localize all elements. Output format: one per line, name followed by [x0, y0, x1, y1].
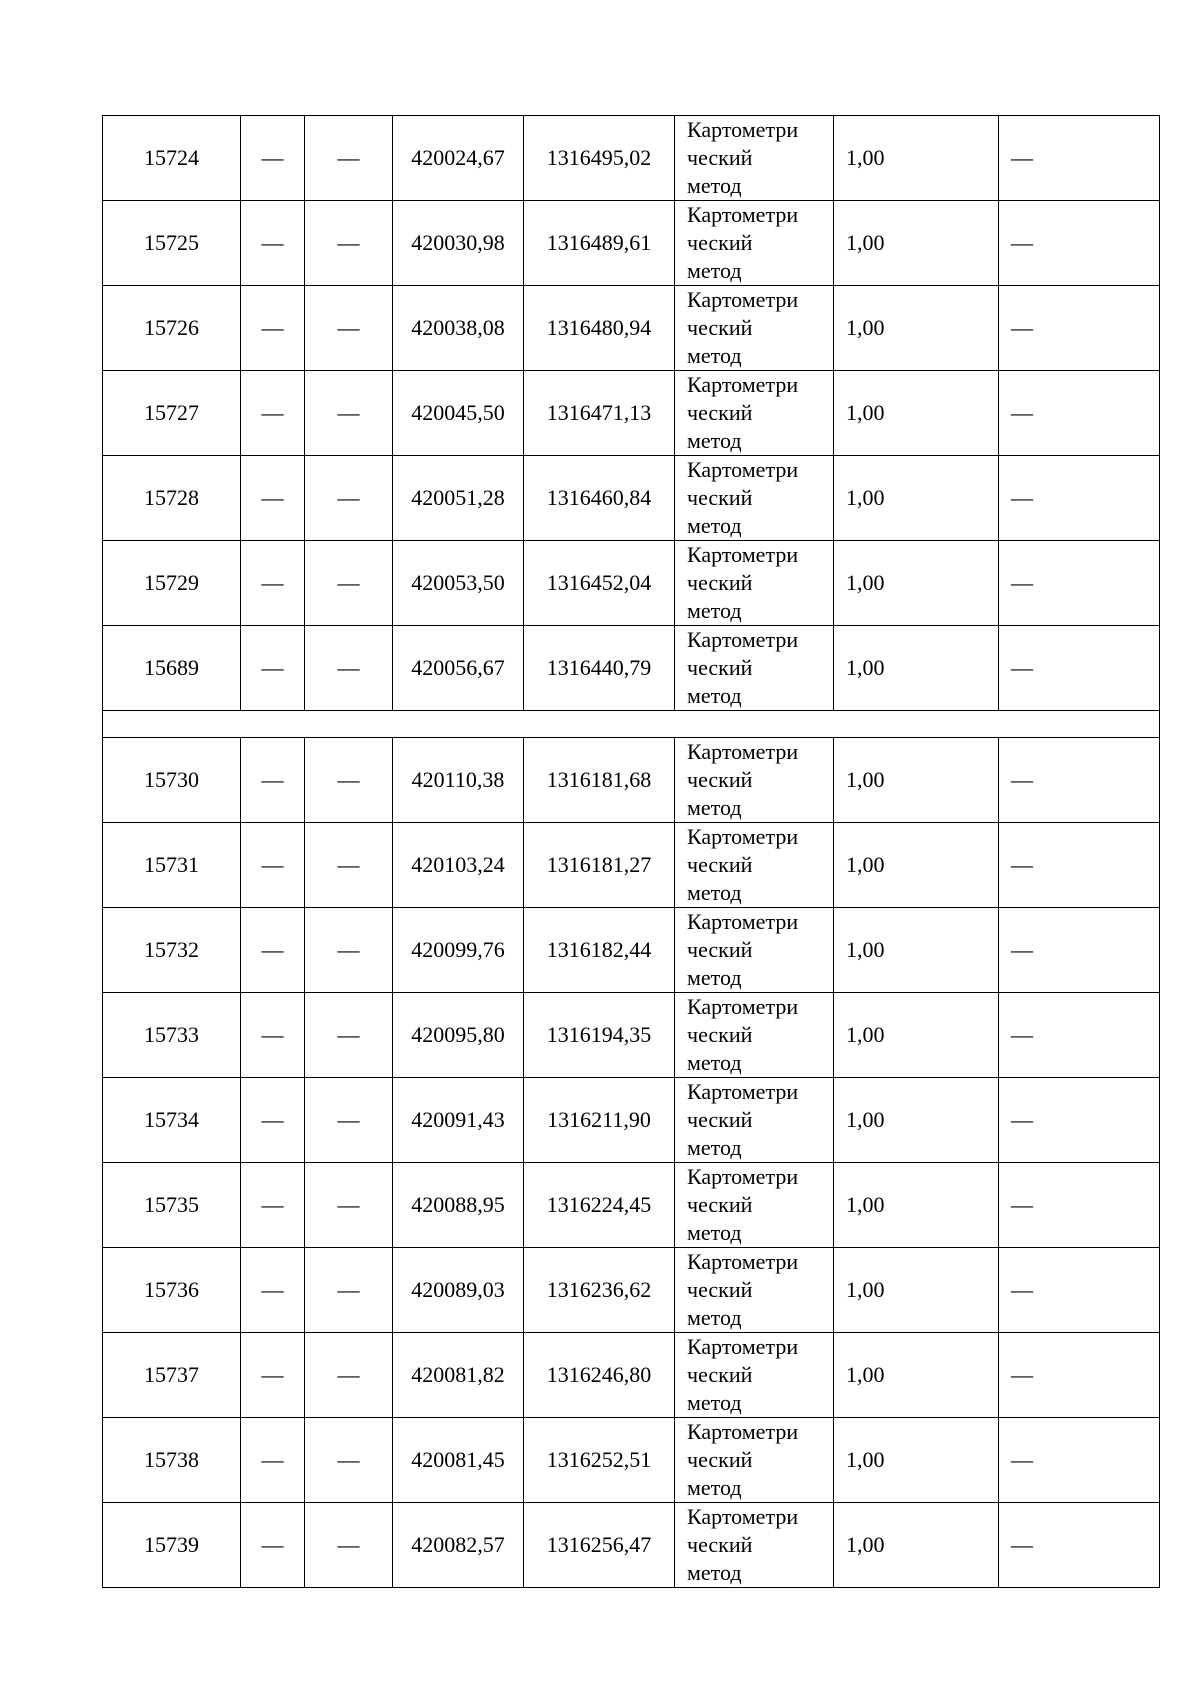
- method-cell: [675, 1503, 834, 1588]
- empty-cell: [305, 456, 393, 541]
- x-value: 420082,57: [411, 1532, 505, 1557]
- table-row: [103, 626, 1160, 711]
- empty-cell: [305, 1503, 393, 1588]
- y-coordinate-cell: [524, 738, 675, 823]
- empty-cell: [241, 1333, 305, 1418]
- y-value: 1316480,94: [546, 315, 652, 340]
- point-value: 15724: [144, 145, 199, 170]
- method-text: Картометри ческий метод: [687, 287, 799, 368]
- dash-placeholder: —: [337, 1447, 360, 1472]
- x-value: 420056,67: [411, 655, 505, 680]
- x-coordinate-cell: [393, 993, 524, 1078]
- dash-placeholder: —: [337, 767, 360, 792]
- x-value: 420110,38: [411, 767, 505, 792]
- method-text: Картометри ческий метод: [687, 909, 799, 990]
- point-number-cell: [103, 1418, 241, 1503]
- description-cell: [999, 541, 1160, 626]
- method-cell: [675, 116, 834, 201]
- empty-cell: [241, 1503, 305, 1588]
- table-row: [103, 993, 1160, 1078]
- empty-cell: [241, 626, 305, 711]
- table-row: [103, 201, 1160, 286]
- point-number-cell: [103, 541, 241, 626]
- method-text: Картометри ческий метод: [687, 117, 799, 198]
- method-cell: [675, 1418, 834, 1503]
- table-separator: [103, 711, 1160, 738]
- dash-placeholder: —: [337, 1362, 360, 1387]
- description-cell: [999, 116, 1160, 201]
- accuracy-value: 1,00: [846, 145, 885, 170]
- method-cell: [675, 1248, 834, 1333]
- point-number-cell: [103, 738, 241, 823]
- x-coordinate-cell: [393, 371, 524, 456]
- dash-placeholder: —: [1011, 145, 1033, 170]
- method-cell: [675, 286, 834, 371]
- x-coordinate-cell: [393, 456, 524, 541]
- point-number-cell: [103, 1078, 241, 1163]
- empty-cell: [241, 1163, 305, 1248]
- dash-placeholder: —: [1011, 1447, 1033, 1472]
- method-cell: [675, 993, 834, 1078]
- method-text: Картометри ческий метод: [687, 627, 799, 708]
- table-row: [103, 1503, 1160, 1588]
- empty-cell: [305, 1418, 393, 1503]
- y-value: 1316452,04: [546, 570, 652, 595]
- point-value: 15731: [144, 852, 199, 877]
- dash-placeholder: —: [1011, 655, 1033, 680]
- table-row: [103, 1163, 1160, 1248]
- dash-placeholder: —: [261, 570, 284, 595]
- accuracy-value: 1,00: [846, 1447, 885, 1472]
- empty-cell: [241, 456, 305, 541]
- dash-placeholder: —: [261, 655, 284, 680]
- point-number-cell: [103, 823, 241, 908]
- x-value: 420045,50: [411, 400, 505, 425]
- empty-cell: [241, 371, 305, 456]
- y-value: 1316211,90: [547, 1107, 651, 1132]
- dash-placeholder: —: [1011, 400, 1033, 425]
- point-value: 15732: [144, 937, 199, 962]
- accuracy-cell: [834, 738, 999, 823]
- dash-placeholder: —: [261, 767, 284, 792]
- y-value: 1316440,79: [546, 655, 652, 680]
- dash-placeholder: —: [337, 315, 360, 340]
- y-coordinate-cell: [524, 1503, 675, 1588]
- description-cell: [999, 1248, 1160, 1333]
- x-value: 420053,50: [411, 570, 505, 595]
- x-value: 420103,24: [411, 852, 505, 877]
- y-coordinate-cell: [524, 456, 675, 541]
- method-cell: [675, 541, 834, 626]
- table-row: [103, 116, 1160, 201]
- y-coordinate-cell: [524, 1248, 675, 1333]
- empty-cell: [305, 908, 393, 993]
- table-row: [103, 1333, 1160, 1418]
- x-value: 420051,28: [411, 485, 505, 510]
- separator-row: [103, 711, 1160, 738]
- point-number-cell: [103, 908, 241, 993]
- y-value: 1316194,35: [546, 1022, 652, 1047]
- method-text: Картометри ческий метод: [687, 1504, 799, 1585]
- y-value: 1316246,80: [546, 1362, 652, 1387]
- accuracy-cell: [834, 1078, 999, 1163]
- dash-placeholder: —: [337, 1277, 360, 1302]
- dash-placeholder: —: [1011, 1277, 1033, 1302]
- point-value: 15725: [144, 230, 199, 255]
- y-value: 1316471,13: [546, 400, 652, 425]
- table-row: [103, 456, 1160, 541]
- y-coordinate-cell: [524, 286, 675, 371]
- accuracy-cell: [834, 201, 999, 286]
- description-cell: [999, 286, 1160, 371]
- accuracy-cell: [834, 371, 999, 456]
- y-value: 1316256,47: [546, 1532, 652, 1557]
- point-number-cell: [103, 286, 241, 371]
- point-value: 15735: [144, 1192, 199, 1217]
- table-row: [103, 738, 1160, 823]
- x-coordinate-cell: [393, 541, 524, 626]
- method-cell: [675, 738, 834, 823]
- accuracy-value: 1,00: [846, 655, 885, 680]
- empty-cell: [305, 541, 393, 626]
- empty-cell: [241, 738, 305, 823]
- point-number-cell: [103, 993, 241, 1078]
- empty-cell: [305, 626, 393, 711]
- dash-placeholder: —: [1011, 1107, 1033, 1132]
- point-value: 15727: [144, 400, 199, 425]
- dash-placeholder: —: [1011, 570, 1033, 595]
- description-cell: [999, 908, 1160, 993]
- empty-cell: [241, 823, 305, 908]
- dash-placeholder: —: [261, 1277, 284, 1302]
- table-row: [103, 1078, 1160, 1163]
- x-coordinate-cell: [393, 1333, 524, 1418]
- accuracy-cell: [834, 116, 999, 201]
- y-value: 1316495,02: [546, 145, 652, 170]
- dash-placeholder: —: [261, 230, 284, 255]
- empty-cell: [305, 116, 393, 201]
- point-value: 15737: [144, 1362, 199, 1387]
- y-value: 1316489,61: [546, 230, 652, 255]
- empty-cell: [241, 1418, 305, 1503]
- method-text: Картометри ческий метод: [687, 1164, 799, 1245]
- description-cell: [999, 456, 1160, 541]
- description-cell: [999, 371, 1160, 456]
- description-cell: [999, 626, 1160, 711]
- y-coordinate-cell: [524, 1333, 675, 1418]
- description-cell: [999, 1078, 1160, 1163]
- method-cell: [675, 823, 834, 908]
- x-value: 420099,76: [411, 937, 505, 962]
- x-coordinate-cell: [393, 1248, 524, 1333]
- method-text: Картометри ческий метод: [687, 1249, 799, 1330]
- accuracy-cell: [834, 541, 999, 626]
- accuracy-value: 1,00: [846, 1107, 885, 1132]
- dash-placeholder: —: [337, 230, 360, 255]
- method-text: Картометри ческий метод: [687, 202, 799, 283]
- method-text: Картометри ческий метод: [687, 1334, 799, 1415]
- dash-placeholder: —: [261, 315, 284, 340]
- empty-cell: [241, 908, 305, 993]
- description-cell: [999, 993, 1160, 1078]
- accuracy-cell: [834, 993, 999, 1078]
- y-coordinate-cell: [524, 201, 675, 286]
- x-value: 420081,82: [411, 1362, 505, 1387]
- point-value: 15739: [144, 1532, 199, 1557]
- dash-placeholder: —: [1011, 1362, 1033, 1387]
- description-cell: [999, 1503, 1160, 1588]
- method-cell: [675, 1333, 834, 1418]
- x-coordinate-cell: [393, 908, 524, 993]
- accuracy-value: 1,00: [846, 1362, 885, 1387]
- point-number-cell: [103, 626, 241, 711]
- dash-placeholder: —: [1011, 230, 1033, 255]
- point-number-cell: [103, 116, 241, 201]
- method-cell: [675, 1163, 834, 1248]
- accuracy-value: 1,00: [846, 485, 885, 510]
- method-cell: [675, 626, 834, 711]
- empty-cell: [241, 541, 305, 626]
- point-number-cell: [103, 1248, 241, 1333]
- dash-placeholder: —: [337, 852, 360, 877]
- dash-placeholder: —: [337, 1532, 360, 1557]
- accuracy-value: 1,00: [846, 400, 885, 425]
- accuracy-cell: [834, 456, 999, 541]
- method-text: Картометри ческий метод: [687, 994, 799, 1075]
- dash-placeholder: —: [337, 937, 360, 962]
- y-coordinate-cell: [524, 908, 675, 993]
- x-coordinate-cell: [393, 626, 524, 711]
- dash-placeholder: —: [1011, 315, 1033, 340]
- table-row: [103, 908, 1160, 993]
- description-cell: [999, 1333, 1160, 1418]
- accuracy-value: 1,00: [846, 1192, 885, 1217]
- point-number-cell: [103, 1333, 241, 1418]
- dash-placeholder: —: [337, 485, 360, 510]
- method-cell: [675, 908, 834, 993]
- method-cell: [675, 201, 834, 286]
- y-coordinate-cell: [524, 993, 675, 1078]
- x-value: 420038,08: [411, 315, 505, 340]
- method-cell: [675, 456, 834, 541]
- dash-placeholder: —: [1011, 485, 1033, 510]
- point-number-cell: [103, 1163, 241, 1248]
- description-cell: [999, 738, 1160, 823]
- point-number-cell: [103, 201, 241, 286]
- dash-placeholder: —: [261, 1192, 284, 1217]
- dash-placeholder: —: [261, 1447, 284, 1472]
- empty-cell: [241, 201, 305, 286]
- empty-cell: [305, 1333, 393, 1418]
- empty-cell: [241, 993, 305, 1078]
- y-value: 1316236,62: [546, 1277, 652, 1302]
- empty-cell: [305, 201, 393, 286]
- empty-cell: [241, 286, 305, 371]
- empty-cell: [305, 823, 393, 908]
- x-coordinate-cell: [393, 1163, 524, 1248]
- point-value: 15729: [144, 570, 199, 595]
- description-cell: [999, 201, 1160, 286]
- y-coordinate-cell: [524, 541, 675, 626]
- description-cell: [999, 1418, 1160, 1503]
- empty-cell: [305, 738, 393, 823]
- point-value: 15730: [144, 767, 199, 792]
- point-value: 15734: [144, 1107, 199, 1132]
- accuracy-value: 1,00: [846, 852, 885, 877]
- dash-placeholder: —: [1011, 1192, 1033, 1217]
- x-coordinate-cell: [393, 1503, 524, 1588]
- point-number-cell: [103, 456, 241, 541]
- y-value: 1316460,84: [546, 485, 652, 510]
- dash-placeholder: —: [261, 145, 284, 170]
- table-row: [103, 371, 1160, 456]
- x-value: 420030,98: [411, 230, 505, 255]
- point-value: 15689: [144, 655, 199, 680]
- x-value: 420081,45: [411, 1447, 505, 1472]
- x-coordinate-cell: [393, 823, 524, 908]
- dash-placeholder: —: [1011, 1532, 1033, 1557]
- y-coordinate-cell: [524, 1418, 675, 1503]
- table-row: [103, 1418, 1160, 1503]
- method-text: Картометри ческий метод: [687, 824, 799, 905]
- empty-cell: [241, 116, 305, 201]
- dash-placeholder: —: [261, 1107, 284, 1132]
- point-number-cell: [103, 371, 241, 456]
- description-cell: [999, 823, 1160, 908]
- dash-placeholder: —: [261, 1532, 284, 1557]
- dash-placeholder: —: [1011, 767, 1033, 792]
- dash-placeholder: —: [261, 937, 284, 962]
- x-value: 420088,95: [411, 1192, 505, 1217]
- dash-placeholder: —: [337, 655, 360, 680]
- accuracy-cell: [834, 1248, 999, 1333]
- accuracy-value: 1,00: [846, 1532, 885, 1557]
- method-text: Картометри ческий метод: [687, 1419, 799, 1500]
- method-text: Картометри ческий метод: [687, 457, 799, 538]
- table-row: [103, 286, 1160, 371]
- point-value: 15733: [144, 1022, 199, 1047]
- accuracy-value: 1,00: [846, 1022, 885, 1047]
- dash-placeholder: —: [261, 400, 284, 425]
- coordinates-table: [102, 115, 1160, 1588]
- table-row: [103, 823, 1160, 908]
- accuracy-value: 1,00: [846, 570, 885, 595]
- table-body-top: [103, 116, 1160, 711]
- empty-cell: [305, 1248, 393, 1333]
- y-coordinate-cell: [524, 1163, 675, 1248]
- x-coordinate-cell: [393, 1078, 524, 1163]
- dash-placeholder: —: [337, 145, 360, 170]
- dash-placeholder: —: [337, 1022, 360, 1047]
- accuracy-value: 1,00: [846, 767, 885, 792]
- table-row: [103, 1248, 1160, 1333]
- table-row: [103, 541, 1160, 626]
- accuracy-value: 1,00: [846, 937, 885, 962]
- accuracy-value: 1,00: [846, 315, 885, 340]
- dash-placeholder: —: [337, 570, 360, 595]
- y-value: 1316224,45: [546, 1192, 652, 1217]
- method-cell: [675, 371, 834, 456]
- accuracy-cell: [834, 1418, 999, 1503]
- dash-placeholder: —: [337, 1107, 360, 1132]
- accuracy-cell: [834, 908, 999, 993]
- empty-cell: [305, 1163, 393, 1248]
- dash-placeholder: —: [261, 1362, 284, 1387]
- empty-cell: [305, 286, 393, 371]
- x-value: 420024,67: [411, 145, 505, 170]
- point-value: 15736: [144, 1277, 199, 1302]
- accuracy-cell: [834, 1503, 999, 1588]
- dash-placeholder: —: [261, 1022, 284, 1047]
- y-value: 1316182,44: [546, 937, 652, 962]
- dash-placeholder: —: [261, 852, 284, 877]
- empty-cell: [305, 993, 393, 1078]
- point-value: 15728: [144, 485, 199, 510]
- method-text: Картометри ческий метод: [687, 372, 799, 453]
- empty-cell: [305, 371, 393, 456]
- x-coordinate-cell: [393, 286, 524, 371]
- empty-cell: [241, 1248, 305, 1333]
- method-text: Картометри ческий метод: [687, 542, 799, 623]
- dash-placeholder: —: [337, 1192, 360, 1217]
- y-coordinate-cell: [524, 1078, 675, 1163]
- empty-cell: [305, 1078, 393, 1163]
- point-value: 15726: [144, 315, 199, 340]
- y-value: 1316181,68: [546, 767, 652, 792]
- x-coordinate-cell: [393, 116, 524, 201]
- y-coordinate-cell: [524, 116, 675, 201]
- point-value: 15738: [144, 1447, 199, 1472]
- x-coordinate-cell: [393, 201, 524, 286]
- accuracy-value: 1,00: [846, 1277, 885, 1302]
- x-value: 420089,03: [411, 1277, 505, 1302]
- dash-placeholder: —: [1011, 1022, 1033, 1047]
- y-coordinate-cell: [524, 626, 675, 711]
- accuracy-cell: [834, 1333, 999, 1418]
- x-value: 420095,80: [411, 1022, 505, 1047]
- y-coordinate-cell: [524, 823, 675, 908]
- point-number-cell: [103, 1503, 241, 1588]
- dash-placeholder: —: [1011, 937, 1033, 962]
- x-value: 420091,43: [411, 1107, 505, 1132]
- y-value: 1316181,27: [546, 852, 652, 877]
- dash-placeholder: —: [1011, 852, 1033, 877]
- dash-placeholder: —: [261, 485, 284, 510]
- method-text: Картометри ческий метод: [687, 1079, 799, 1160]
- x-coordinate-cell: [393, 738, 524, 823]
- y-value: 1316252,51: [546, 1447, 652, 1472]
- y-coordinate-cell: [524, 371, 675, 456]
- empty-cell: [241, 1078, 305, 1163]
- accuracy-cell: [834, 823, 999, 908]
- accuracy-value: 1,00: [846, 230, 885, 255]
- accuracy-cell: [834, 286, 999, 371]
- x-coordinate-cell: [393, 1418, 524, 1503]
- accuracy-cell: [834, 626, 999, 711]
- method-text: Картометри ческий метод: [687, 739, 799, 820]
- dash-placeholder: —: [337, 400, 360, 425]
- table-body-bottom: [103, 738, 1160, 1588]
- description-cell: [999, 1163, 1160, 1248]
- method-cell: [675, 1078, 834, 1163]
- accuracy-cell: [834, 1163, 999, 1248]
